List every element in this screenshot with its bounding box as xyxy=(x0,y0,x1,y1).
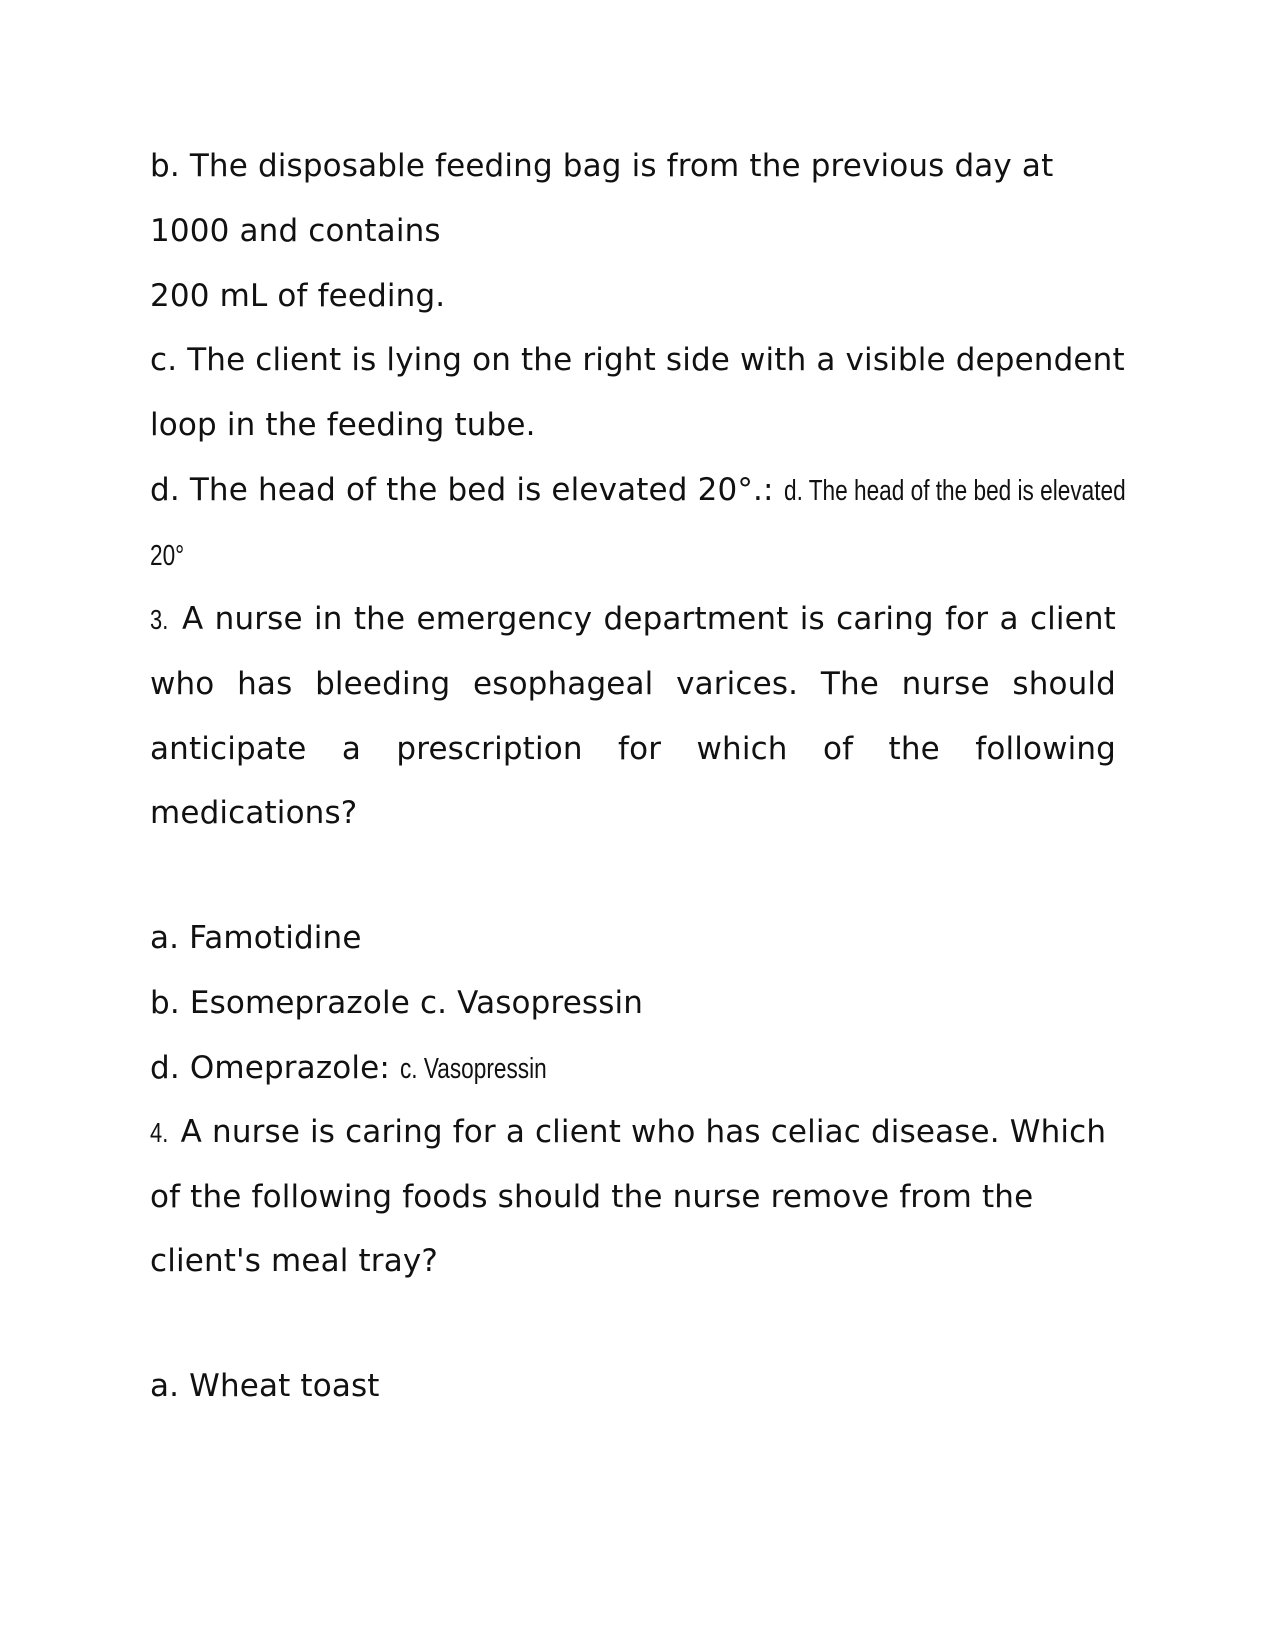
question-4-line-3: client's meal tray? xyxy=(150,1243,438,1279)
answer-text: d. The head of the bed is elevated xyxy=(783,475,1126,507)
question-3-line-3: anticipate a prescription for which of the following xyxy=(150,731,1116,767)
answer-text: c. Vasopressin xyxy=(399,1053,547,1085)
answer-continuation xyxy=(150,535,194,576)
option-b-line-1: b. The disposable feeding bag is from the previous day at xyxy=(150,148,1054,184)
option-c-line-2: loop in the feeding tube. xyxy=(150,407,536,443)
option-d-text: d. Omeprazole: xyxy=(150,1050,390,1086)
question-4-line-2: of the following foods should the nurse remove from the xyxy=(150,1179,1034,1215)
option-c-line-1: c. The client is lying on the right side with a visible dependent xyxy=(150,342,1125,378)
question-4-option-a: a. Wheat toast xyxy=(150,1368,380,1404)
question-text: A nurse in the emergency department is caring for a client xyxy=(181,601,1116,637)
question-3-line-4: medications? xyxy=(150,795,358,831)
question-3-line-1 xyxy=(150,599,1116,640)
question-number: 3. xyxy=(150,604,169,635)
option-b-line-2: 1000 and contains xyxy=(150,213,441,249)
question-3-option-a: a. Famotidine xyxy=(150,920,362,956)
question-3-option-d xyxy=(150,1048,588,1089)
question-number: 4. xyxy=(150,1117,169,1148)
option-d-text: d. The head of the bed is elevated 20°.: xyxy=(150,472,774,508)
question-3-line-2: who has bleeding esophageal varices. The nurse should xyxy=(150,666,1116,702)
option-d-line xyxy=(150,470,1222,511)
option-b-line-3: 200 mL of feeding. xyxy=(150,278,446,314)
question-3-option-bc: b. Esomeprazole c. Vasopressin xyxy=(150,985,644,1021)
question-text: A nurse is caring for a client who has celiac disease. Which xyxy=(180,1114,1107,1150)
question-4-line-1 xyxy=(150,1112,1106,1153)
answer-text-continued: 20° xyxy=(150,540,185,572)
